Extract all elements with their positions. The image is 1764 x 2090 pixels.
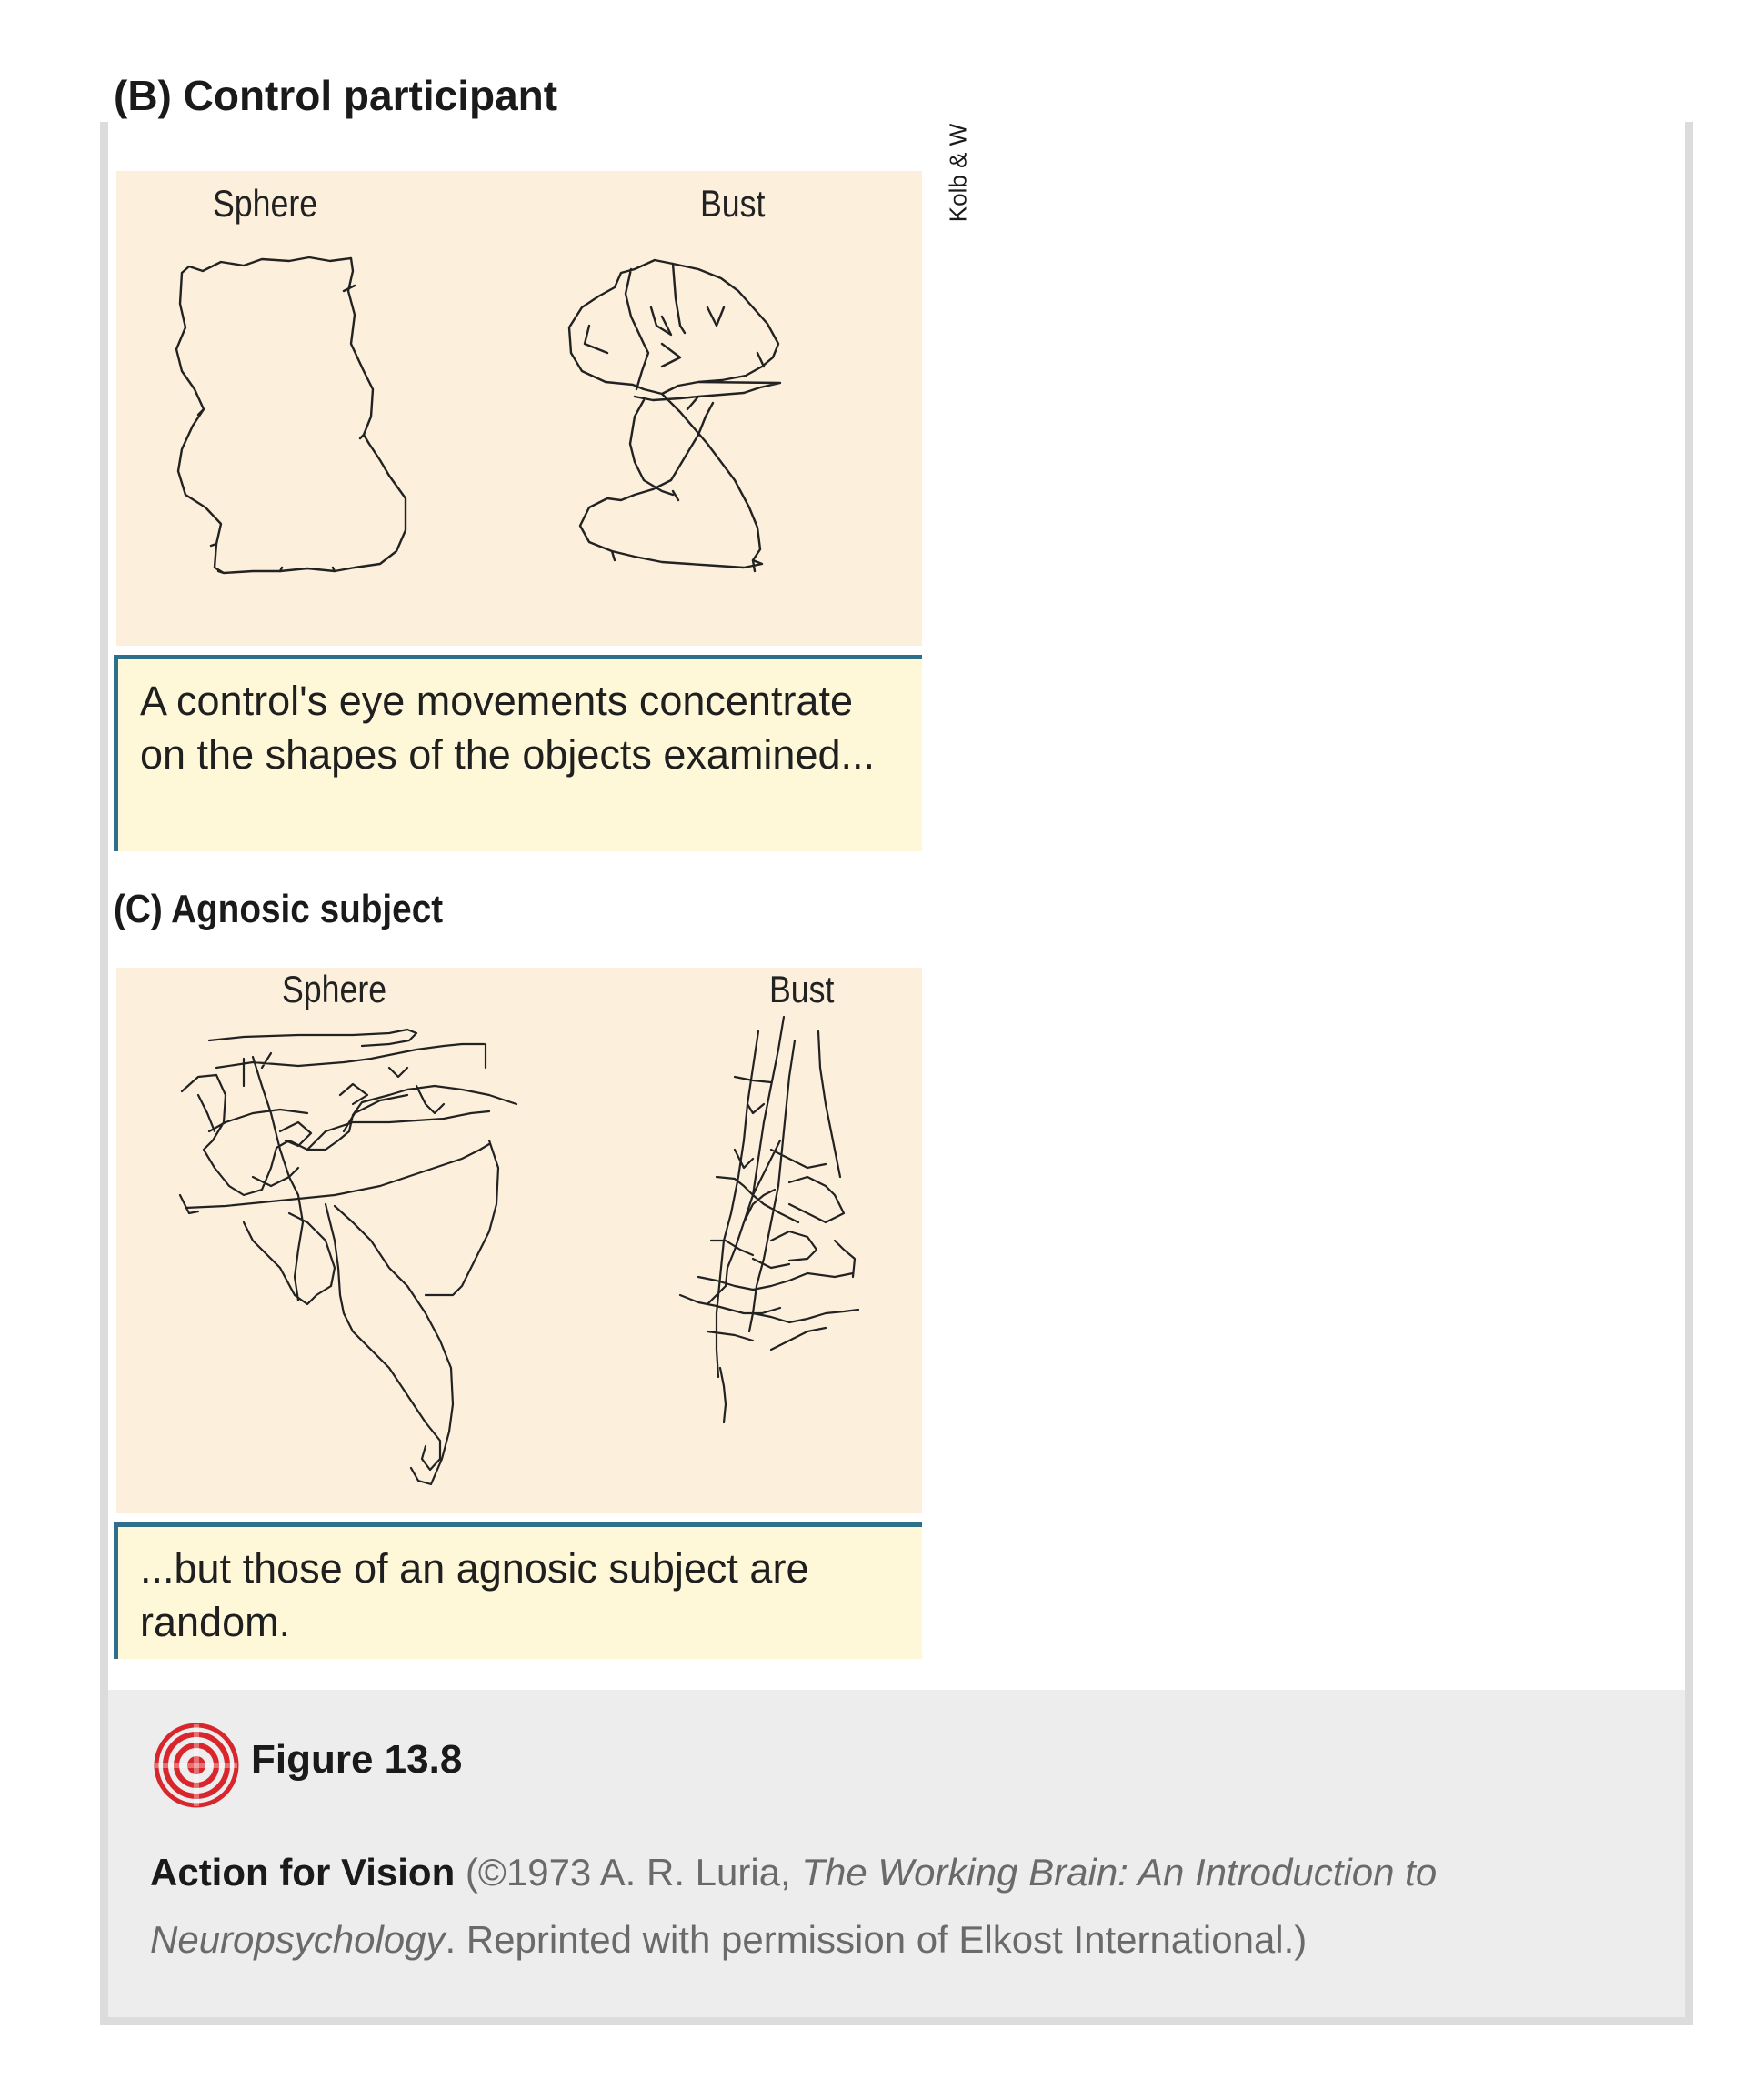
- panel-b-control-illustration: [116, 171, 922, 646]
- caption-text: [150, 1839, 1623, 1974]
- caption-post: . Reprinted with permission of Elkost International.): [445, 1918, 1308, 1961]
- panel-b-callout: A control's eye movements concentrate on the shapes of the objects examined...: [114, 655, 922, 851]
- panel-b-bust-label: Bust: [700, 182, 766, 225]
- random-bust-tracing: [680, 1017, 858, 1422]
- panel-c-bust-label: Bust: [769, 968, 835, 1010]
- caption-book-title: The Working Brain: An Introduction to Neuropsychology: [150, 1851, 1438, 1961]
- panel-b-eye-tracings: [116, 171, 922, 646]
- bust-tracing: [569, 260, 780, 568]
- panel-b-heading: (B) Control participant: [114, 72, 558, 119]
- panel-c-eye-tracings: [116, 968, 922, 1513]
- figure-target-icon: [154, 1723, 239, 1808]
- caption-title: Action for Vision: [150, 1851, 456, 1894]
- panel-c-sphere-label: Sphere: [282, 968, 387, 1010]
- random-sphere-tracing: [180, 1030, 516, 1484]
- panel-c-agnosic-illustration: [116, 968, 922, 1513]
- figure-caption: [108, 1690, 1685, 2017]
- panel-b-sphere-label: Sphere: [213, 182, 318, 225]
- figure-number: Figure 13.8: [251, 1737, 463, 1782]
- image-credit: Kolb & W: [944, 123, 972, 223]
- panel-c-callout: ...but those of an agnosic subject are random.: [114, 1522, 922, 1659]
- caption-pre: (©1973 A. R. Luria,: [455, 1851, 802, 1894]
- panel-c-heading: (C) Agnosic subject: [114, 887, 444, 931]
- sphere-tracing: [176, 257, 406, 573]
